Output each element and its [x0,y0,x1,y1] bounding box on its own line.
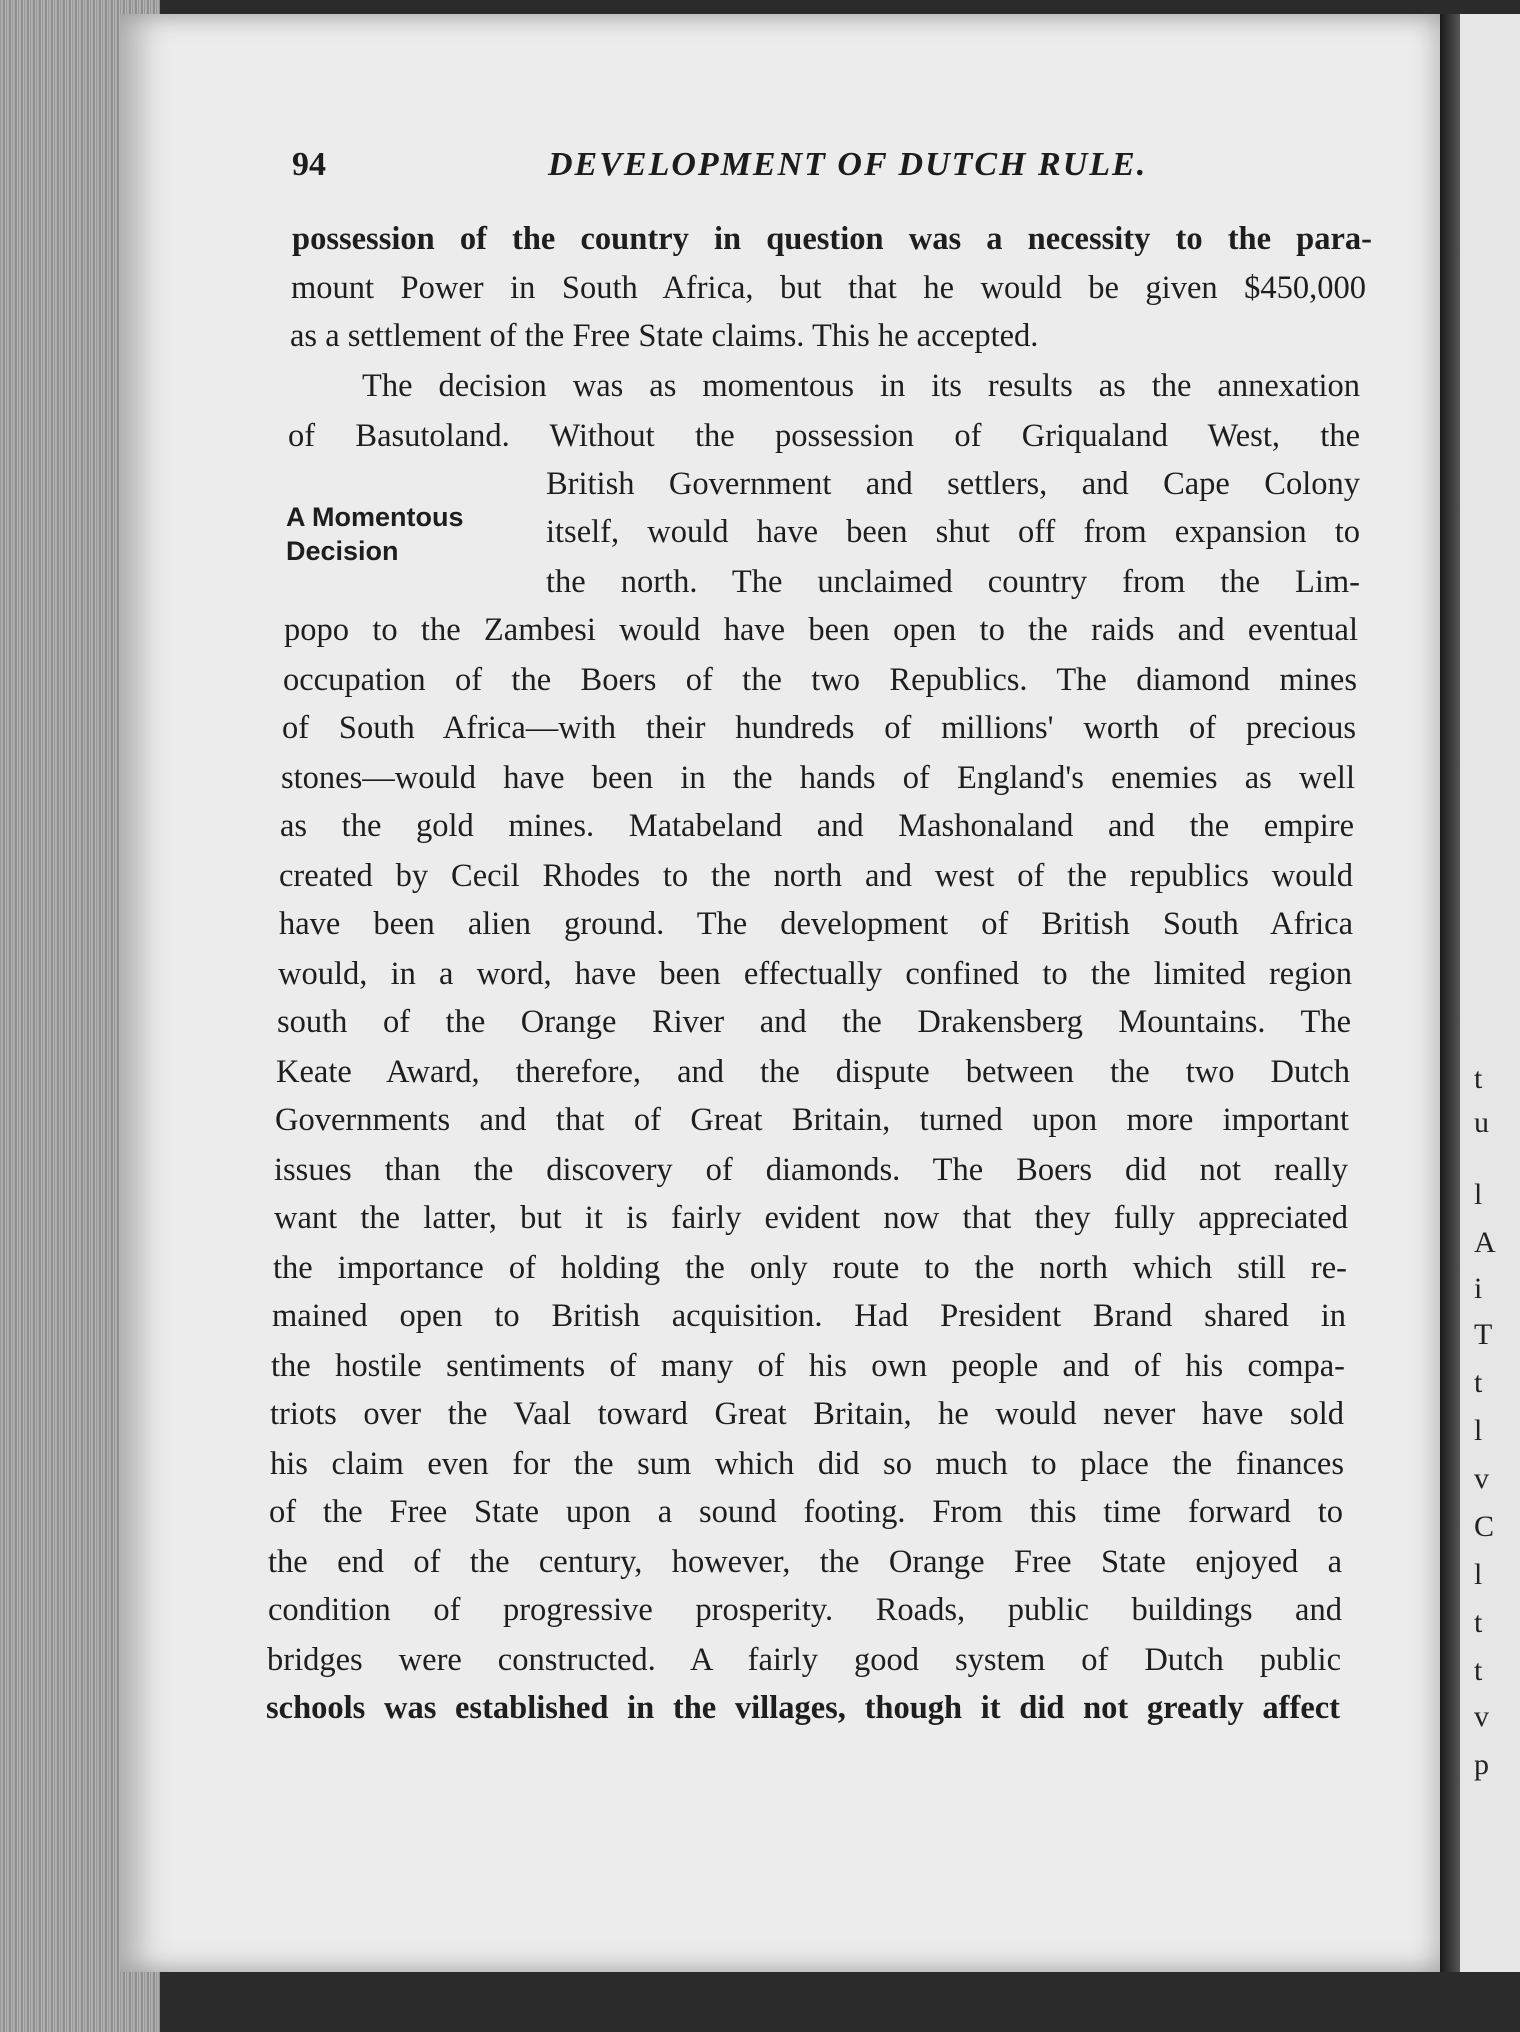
text-line: the end of the century, however, the Orange Free State enjoyed a [268,1544,1342,1580]
text-line: Keate Award, therefore, and the dispute between the two Dutch [276,1054,1350,1090]
margin-sidenote [286,500,516,568]
text-line: mount Power in South Africa, but that he would be given $450,000 [291,270,1366,306]
sidenote-line: Decision [286,536,399,566]
text-line: bridges were constructed. A fairly good system of Dutch public [267,1642,1341,1678]
next-page-fragment: C [1474,1510,1495,1543]
text-line: occupation of the Boers of the two Republics. The diamond mines [283,662,1357,698]
text-line: created by Cecil Rhodes to the north and west of the republics would [279,858,1353,894]
next-page-fragment: T [1474,1318,1493,1351]
text-line: as the gold mines. Matabeland and Mashonaland and the empire [280,808,1354,844]
next-page-edge [1460,14,1520,1972]
text-line: have been alien ground. The development of British South Africa [279,906,1353,942]
next-page-fragment: v [1474,1462,1489,1495]
text-line: The decision was as momentous in its results as the annexation [362,368,1360,404]
next-page-fragment: t [1474,1366,1483,1399]
text-line: British Government and settlers, and Cape Colony [546,466,1360,502]
text-line: possession of the country in question was a necessity to the para- [292,221,1372,257]
next-page-fragment: l [1474,1414,1483,1447]
next-page-fragment: u [1474,1106,1489,1139]
text-line: triots over the Vaal toward Great Britain, he would never have sold [270,1396,1344,1432]
next-page-fragment: l [1474,1558,1483,1591]
sidenote-line: A Momentous [286,502,464,532]
next-page-fragment: t [1474,1654,1483,1687]
text-line: condition of progressive prosperity. Roads, public buildings and [268,1592,1342,1628]
text-line: as a settlement of the Free State claims. This he accepted. [290,318,1039,354]
text-line: his claim even for the sum which did so much to place the finances [270,1446,1344,1482]
text-line: popo to the Zambesi would have been open to the raids and eventual [284,612,1358,648]
next-page-fragment: i [1474,1272,1483,1305]
text-line: schools was established in the villages, though it did not greatly affect [266,1690,1340,1726]
text-line: Governments and that of Great Britain, turned upon more important [275,1102,1349,1138]
text-line: itself, would have been shut off from expansion to [546,514,1360,550]
next-page-fragment: t [1474,1062,1483,1095]
text-line: issues than the discovery of diamonds. The Boers did not really [274,1152,1348,1188]
text-line: the importance of holding the only route to the north which still re- [273,1250,1347,1286]
next-page-fragment: p [1474,1748,1489,1781]
text-line: mained open to British acquisition. Had President Brand shared in [272,1298,1346,1334]
text-line: the north. The unclaimed country from the Lim- [546,564,1360,600]
text-line: want the latter, but it is fairly evident now that they fully appreciated [274,1200,1348,1236]
next-page-fragment: l [1474,1178,1483,1211]
page-number: 94 [292,146,326,183]
text-line: of Basutoland. Without the possession of Griqualand West, the [288,418,1360,454]
page-header [292,146,1358,196]
text-line: the hostile sentiments of many of his own people and of his compa- [271,1348,1345,1384]
text-line: south of the Orange River and the Drakensberg Mountains. The [277,1004,1351,1040]
text-line: of South Africa—with their hundreds of millions' worth of precious [282,710,1356,746]
next-page-fragment: t [1474,1606,1483,1639]
next-page-fragment: v [1474,1700,1489,1733]
text-line: stones—would have been in the hands of England's enemies as well [281,760,1355,796]
text-line: of the Free State upon a sound footing. From this time forward to [269,1494,1343,1530]
next-page-fragment: A [1474,1226,1496,1259]
running-head: DEVELOPMENT OF DUTCH RULE. [548,146,1148,183]
text-line: would, in a word, have been effectually confined to the limited region [278,956,1352,992]
binding-gutter [1440,14,1460,1972]
